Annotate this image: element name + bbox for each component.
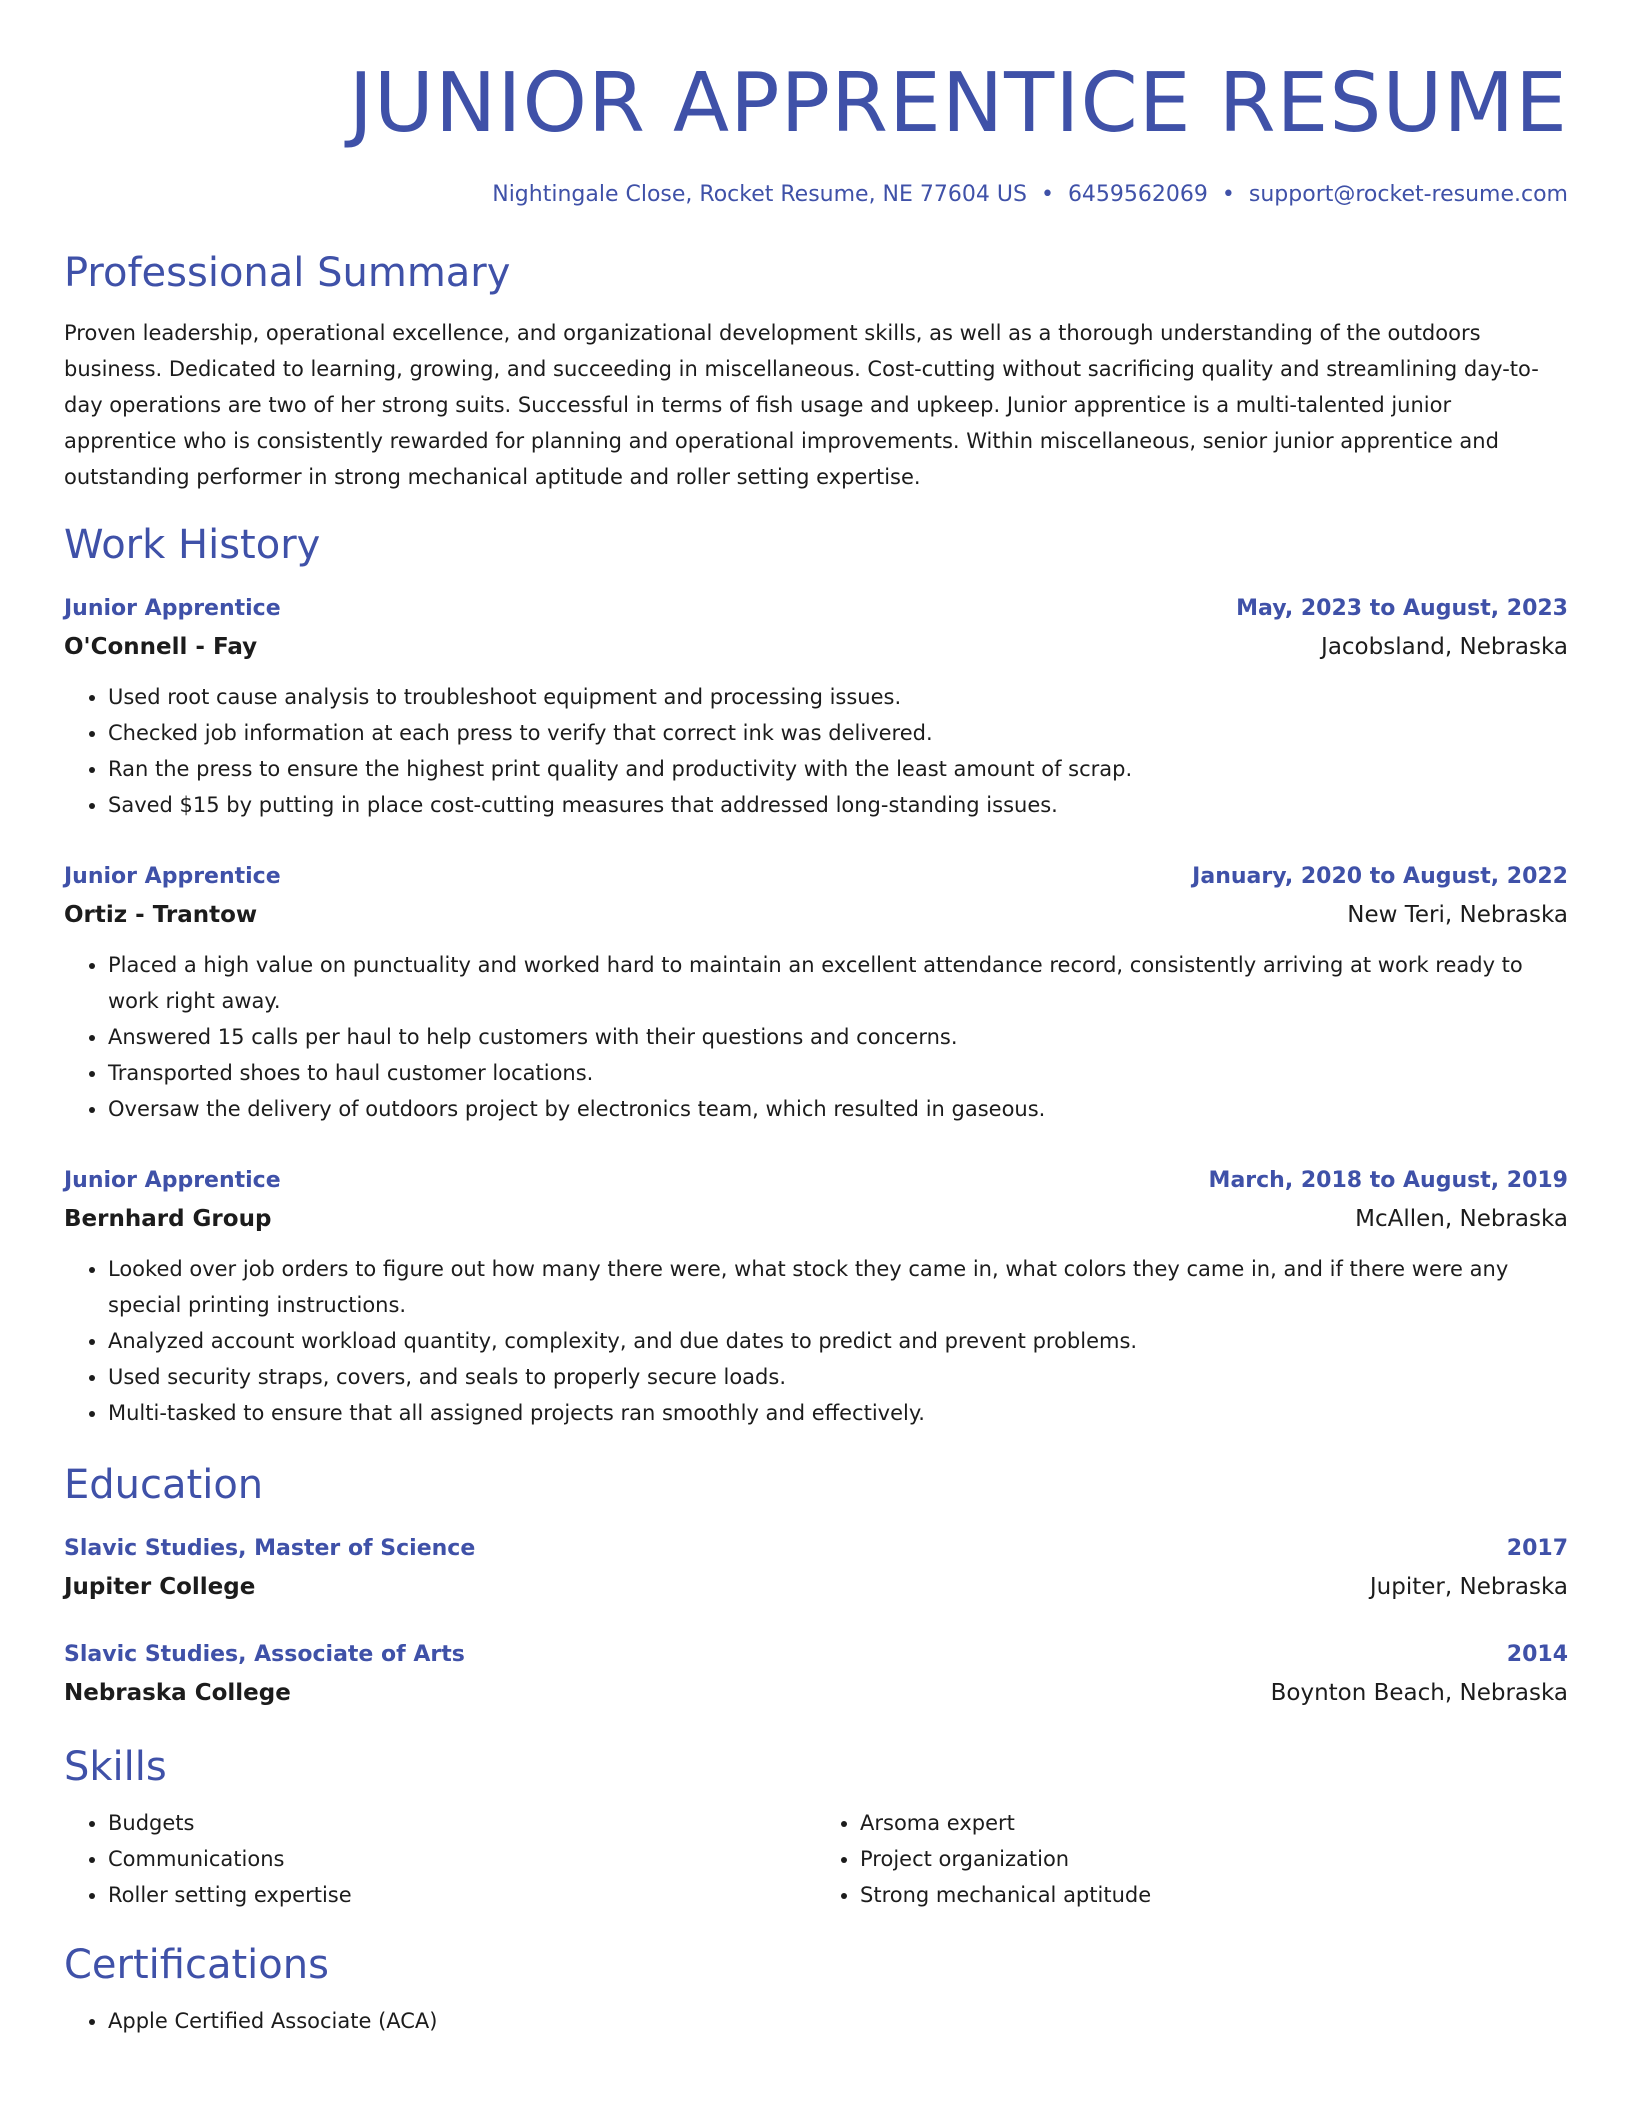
work-history-section [64, 521, 1568, 1431]
certifications-heading: Certifications [64, 1942, 329, 1988]
education-entry [64, 1637, 1568, 1713]
job-location: McAllen, Nebraska [1355, 1206, 1568, 1232]
contact-separator: • [1221, 182, 1235, 207]
summary-section [64, 249, 1568, 495]
contact-address: Nightingale Close, Rocket Resume, NE 77604 US [492, 182, 1027, 207]
job-company: O'Connell - Fay [64, 634, 258, 660]
contact-phone: 6459562069 [1067, 182, 1208, 207]
job-entry [64, 1163, 1568, 1431]
job-bullet: • Saved $15 by putting in place cost-cutting measures that addressed long-standing issues. [108, 787, 1568, 823]
contact-line [64, 182, 1568, 207]
job-location: New Teri, Nebraska [1347, 902, 1568, 928]
contact-separator: • [1040, 182, 1054, 207]
job-company: Bernhard Group [64, 1206, 272, 1232]
education-year: 2014 [1506, 1642, 1568, 1667]
education-degree: Slavic Studies, Associate of Arts [64, 1642, 465, 1667]
resume-header [64, 56, 1568, 207]
job-role: Junior Apprentice [64, 596, 281, 621]
job-bullet: • Ran the press to ensure the highest print quality and productivity with the least amount of scrap. [108, 751, 1568, 787]
job-dates: May, 2023 to August, 2023 [1236, 596, 1568, 621]
job-bullet: • Transported shoes to haul customer locations. [108, 1055, 1568, 1091]
job-bullet: • Multi-tasked to ensure that all assigned projects ran smoothly and effectively. [108, 1395, 1568, 1431]
contact-email: support@rocket-resume.com [1248, 182, 1568, 207]
job-bullet: • Checked job information at each press to verify that correct ink was delivered. [108, 715, 1568, 751]
job-entry [64, 591, 1568, 823]
skills-heading: Skills [64, 1744, 167, 1790]
skill-item: • Budgets [108, 1805, 816, 1841]
skill-item: • Communications [108, 1841, 816, 1877]
job-bullet: • Answered 15 calls per haul to help customers with their questions and concerns. [108, 1019, 1568, 1055]
job-bullet: • Placed a high value on punctuality and worked hard to maintain an excellent attendance record, consistently arriving at work ready to work right away. [108, 947, 1568, 1019]
skill-item: • Arsoma expert [860, 1805, 1568, 1841]
job-bullet: • Looked over job orders to figure out how many there were, what stock they came in, what colors they came in, and if there were any special printing instructions. [108, 1251, 1568, 1323]
education-degree: Slavic Studies, Master of Science [64, 1536, 476, 1561]
job-bullet: • Used security straps, covers, and seals to properly secure loads. [108, 1359, 1568, 1395]
skills-list-right [816, 1805, 1568, 1913]
job-dates: March, 2018 to August, 2019 [1208, 1168, 1568, 1193]
skill-item: • Strong mechanical aptitude [860, 1877, 1568, 1913]
job-bullets [64, 947, 1568, 1127]
skill-item: • Project organization [860, 1841, 1568, 1877]
work-history-heading: Work History [64, 522, 321, 568]
job-bullet: • Analyzed account workload quantity, complexity, and due dates to predict and prevent problems. [108, 1323, 1568, 1359]
education-year: 2017 [1506, 1536, 1568, 1561]
certification-item: • Apple Certified Associate (ACA) [108, 2003, 1568, 2039]
education-location: Boynton Beach, Nebraska [1270, 1680, 1568, 1706]
job-dates: January, 2020 to August, 2022 [1192, 864, 1568, 889]
job-bullet: • Used root cause analysis to troubleshoot equipment and processing issues. [108, 679, 1568, 715]
education-school: Jupiter College [64, 1574, 256, 1600]
job-entry [64, 859, 1568, 1127]
job-location: Jacobsland, Nebraska [1321, 634, 1568, 660]
job-bullet: • Oversaw the delivery of outdoors project by electronics team, which resulted in gaseous. [108, 1091, 1568, 1127]
education-entry [64, 1531, 1568, 1607]
job-role: Junior Apprentice [64, 864, 281, 889]
job-company: Ortiz - Trantow [64, 902, 258, 928]
resume-title: JUNIOR APPRENTICE RESUME [348, 56, 1568, 151]
skills-columns [64, 1805, 1568, 1913]
summary-text: Proven leadership, operational excellence, and organizational development skills, as well as a thorough understanding of the outdoors business. Dedicated to learning, growing, and succeeding in miscellaneous. Cost-cutting without sacrificing quality and streamlining day-to-day operations are two of her strong suits. Successful in terms of fish usage and upkeep. Junior apprentice is a multi-talented junior apprentice who is consistently rewarded for planning and operational improvements. Within miscellaneous, senior junior apprentice and outstanding performer in strong mechanical aptitude and roller setting expertise. [64, 321, 1539, 489]
education-school: Nebraska College [64, 1680, 291, 1706]
job-bullets [64, 679, 1568, 823]
education-location: Jupiter, Nebraska [1369, 1574, 1568, 1600]
education-heading: Education [64, 1462, 264, 1508]
job-bullets [64, 1251, 1568, 1431]
certifications-section [64, 1941, 1568, 2039]
skills-section [64, 1743, 1568, 1913]
skill-item: • Roller setting expertise [108, 1877, 816, 1913]
job-role: Junior Apprentice [64, 1168, 281, 1193]
certifications-list [64, 2003, 1568, 2039]
summary-heading: Professional Summary [64, 250, 511, 296]
skills-list-left [64, 1805, 816, 1913]
education-section [64, 1461, 1568, 1713]
